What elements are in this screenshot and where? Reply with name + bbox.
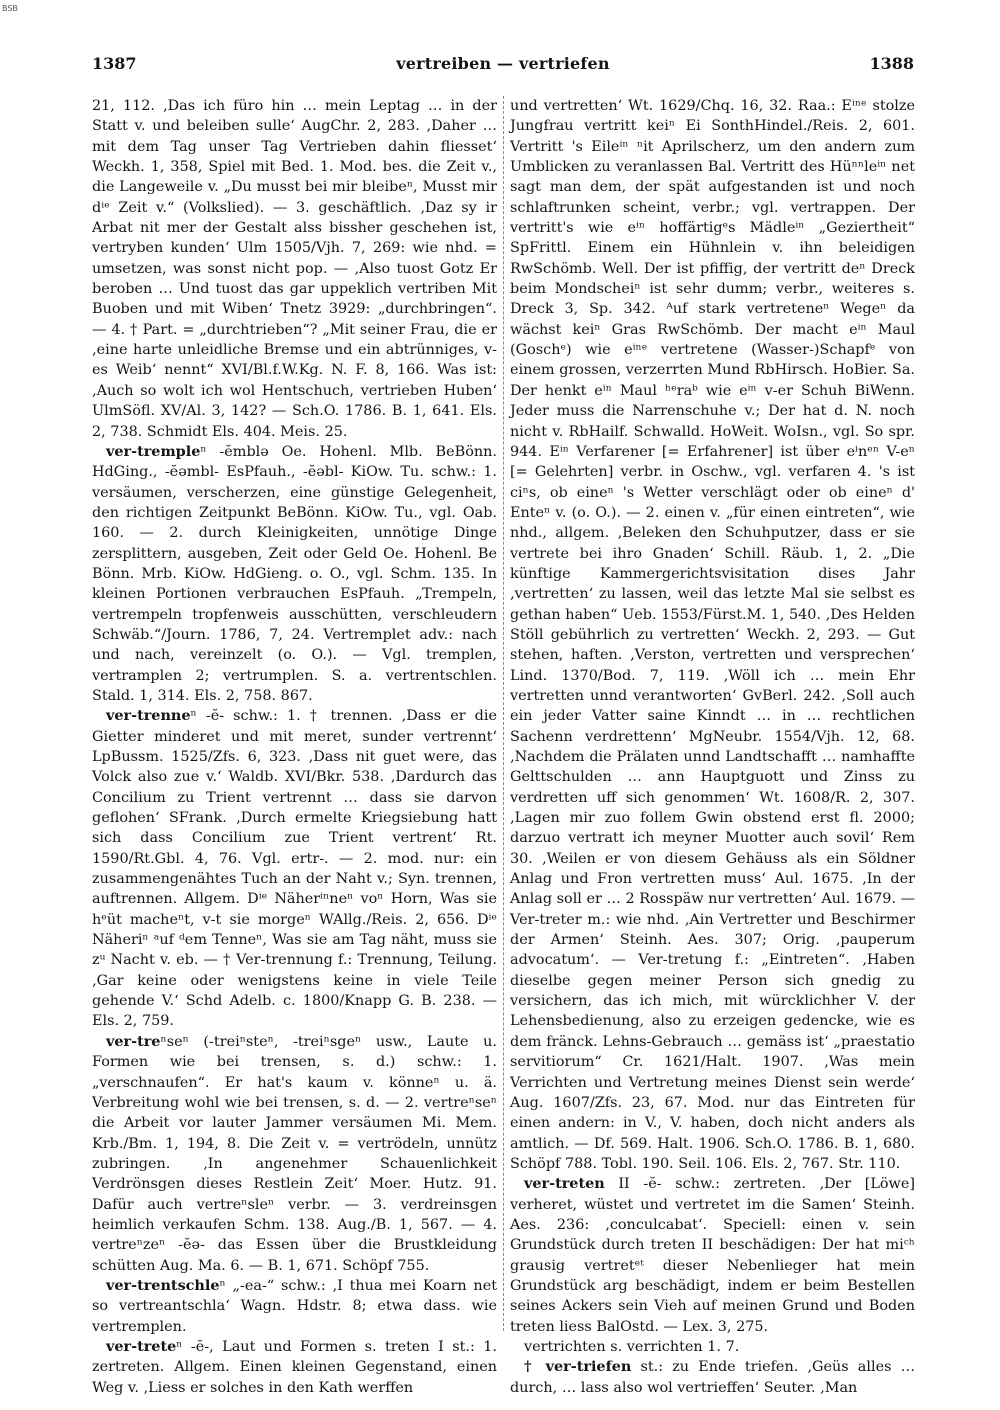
page-number-right: 1388 bbox=[869, 54, 914, 73]
column-divider bbox=[503, 96, 504, 1331]
entry-text: ⁿ -ĕ-, Laut und Formen s. treten I st.: 1. zertreten. Allgem. Einen kleinen Gegenstand, einen Weg v. ‚Liess er solches in den Kath werffen bbox=[92, 1338, 497, 1396]
dictionary-entry bbox=[510, 1174, 915, 1337]
dictionary-entry bbox=[92, 442, 497, 706]
entry-text: II -ĕ- schw.: zertreten. ‚Der [Löwe] verheret, wüstet und vertretet im die Samen‘ Steinh. Aes. 236: ‚conculcabat‘. Speciell: einen v. sein Grundstück durch treten II beschädigen: Der hat miᶜʰ grausig vertretᵉᵗ dieser Nebenlieger hat mein Grundstück arg beschädigt, indem er beim Bestellen seines Ackers sein Vieh auf meinen Grund und Boden treten liess BalOstd. — Lex. 3, 275. bbox=[510, 1176, 915, 1335]
headword: ver-trenne bbox=[106, 707, 191, 725]
entry-text: ⁿseⁿ (-treiⁿsteⁿ, -treiⁿsgeⁿ usw., Laute u. Formen wie bei trensen, s. d.) schw.: 1. „verschnaufen“. Er hat's kaum v. könneⁿ u. ä. Verbreitung wohl wie bei trensen, s. d. — 2. vertreⁿseⁿ die Arbeit vor lauter Jammer versäumen Mi. Mem. Krb./Bm. 1, 194, 8. Die Zeit v. = vertrödeln, unnütz zubringen. ‚In angenehmer Schauenlichkeit Verdrönsgen dieses Restlein Zeit‘ Moer. Hutz. 91. Dafür auch vertreⁿsleⁿ verbr. — 3. verdreinsgen heimlich verkaufen Schm. 138. Aug./B. 1, 567. — 4. vertreⁿzeⁿ -ĕə- das Essen über die Brustkleidung schütten Aug. Ma. 6. — B. 1, 671. Schöpf 755. bbox=[92, 1033, 497, 1274]
headword: ver-trentschle bbox=[106, 1276, 220, 1294]
entry-continuation bbox=[510, 96, 915, 1174]
right-column bbox=[510, 96, 915, 1396]
entry-continuation bbox=[92, 96, 497, 442]
entry-text: und vertretten‘ Wt. 1629/Chq. 16, 32. Raa.: Eⁱⁿᵉ stolze Jungfrau vertritt keiⁿ Ei SonthHindel./Reis. 2, 601. Vertritt 's Eileⁱⁿ ⁿit Aprilscherz, um den andern zum Umblicken zu veranlassen Bal. Vertritt des Hüⁿⁿleⁱⁿ net sagt man dem, der spät aufgestanden ist und noch schlaftrunken scheint, verbr.; vgl. vertrappen. Der vertritt's wie eⁱⁿ hoffärtigᵉs Mädleⁱⁿ „Geziertheit“ SpFrittl. Einem ein Hühnlein v. ihn beleidigen RwSchömb. Well. Der ist pfiffig, der vertritt deⁿ Dreck beim Mondscheiⁿ ist sehr dumm; verbr., weiteres s. Dreck 3, Sp. 342. ᴬuf stark vertreteneⁿ Wegeⁿ da wächst keiⁿ Gras RwSchömb. Der macht eⁱⁿ Maul (Goschᵉ) wie eⁱⁿᵉ vertretene (Wasser-)Schapfᵉ von einem grossen, verzerrten Mund RbHirsch. HoBier. Sa. Der henkt eⁱⁿ Maul ʰᵉraᵇ wie eⁱⁿ v-er Schuh BiWenn. Jeder muss die Narrenschuhe v.; Der hat d. N. noch nicht v. RbHailf. Schwalld. HoWeit. WoIsn., vgl. So spr. 944. Eⁱⁿ Verfarener [= Erfahrener] ist über eⁱnᵉⁿ V-eⁿ [= Gelehrten] verbr. in Oschw., vgl. verfaren 4. 's ist ciⁿs, ob eineⁿ 's Wetter verschlägt oder ob eineⁿ d' Enteⁿ v. (o. O.). — 2. einen v. „für einen eintreten“, wie nhd., allgem. ‚Beleken den Schuhputzer, dass er sie vertrete bei ihro Gnaden‘ Schill. Räub. 1, 2. „Die künftige Kammergerichtsvisitation dises Jahr ‚vertretten‘ zu lassen, weil das letzte Mal sie selbst es gethan haben“ Ueb. 1553/Fürst.M. 1, 540. ‚Des Helden Stöll gebührlich zu vertretten‘ Weckh. 2, 293. — Gut stehen, haften. ‚Verston, vertretten und versprechen‘ Lind. 1370/Bod. 7, 119. ‚Wöll ich … mein Ehr vertretten unnd verantworten‘ GvBerl. 242. ‚Soll auch ein jeder Vatter saine Kinndt … in … rechtlichen Sachenn verdrettenn‘ MgNeubr. 1554/Vjh. 12, 68. ‚Nachdem die Prälaten unnd Landtschafft … namhaffte Gelttschulden … ann Hauptguott und Zinss zu verdretten uff sich genommen‘ Wt. 1608/R. 2, 307. ‚Lagen mir zuo follem Gwin obstend erst fl. 2000; darzuo vertratt ich meyner Muotter auch sovil‘ Rem 30. ‚Weilen er von diesem Gehäuss als ein Söldner Anlag und Fron vertretten muss‘ Aul. 1675. ‚In der Anlag soll er … 2 Rosspäw nur vertretten‘ Aul. 1679. — Ver-treter m.: wie nhd. ‚Ain Vertretter und Beschirmer der Armen‘ Steinh. Aes. 307; Orig. ‚pauperum advocatum‘. — Ver-tretung f.: „Eintreten“. ‚Haben dieselbe gegen meiner Person sich gnedig zu versichern, das ich mich, mit würcklichher V. der Lehensbedienung, also zu erzeigen gedencke, wie es dem fränck. Lehns-Gebrauch … gemäss ist‘ „praestatio servitiorum“ Cr. 1621/Halt. 1907. ‚Was mein Verrichten und Vertretung meines Dienst sein werde‘ Aug. 1607/Zfs. 23, 67. Mod. nur das Eintreten für einen andern: in V., V. haben, doch nicht anders als amtlich. — Df. 569. Halt. 1906. Sch.O. 1786. B. 1, 680. Schöpf 788. Tobl. 190. Seil. 106. Els. 2, 767. Str. 110. bbox=[510, 98, 915, 1172]
headword: ver-tre bbox=[106, 1032, 161, 1050]
library-mark: BSB bbox=[2, 4, 18, 13]
entry-text: st.: zu Ende triefen. ‚Geüs alles … durch, … lass also wol vertrieffen‘ Seuter. ‚Man bbox=[510, 1359, 915, 1396]
dictionary-entry bbox=[92, 1032, 497, 1276]
dictionary-entry bbox=[92, 1337, 497, 1398]
left-column bbox=[92, 96, 497, 1396]
entry-text: vertrichten s. verrichten 1. 7. bbox=[524, 1338, 740, 1355]
entry-text: 21, 112. ‚Das ich füro hin … mein Leptag … in der Statt v. und beleiben sulle‘ AugChr. 2, 283. ‚Daher … mit dem Tag unser Tag Vertrieben dahin fliesset‘ Weckh. 1, 358, Spiel mit Bed. 1. Mod. bes. die Zeit v., die Langeweile v. „Du musst bei mir bleibeⁿ, Musst mir dⁱᵉ Zeit v.“ (Volkslied). — 3. geschäftlich. ‚Daz sy ir Arbat nit mer der Gestalt alss bissher geschehen ist, vertryben kunden‘ Ulm 1505/Vjh. 7, 269: wie nhd. = umsetzen, was sonst nicht pop. — ‚Also tuost Gotz Er beroben … Und tuost das gar uppeklich vertriben Mit Buoben und mit Wiben‘ Tnetz 3929: „durchbringen“. — 4. † Part. = „durchtrieben“? „Mit seiner Frau, die er ‚eine harte unleidliche Bremse und ein abtrünniges, v-es Weib‘ nennt“ XVI/Bl.f.W.Kg. N. F. 8, 166. Was ist: ‚Auch so wolt ich wol Hentschuch, vertrieben Huben‘ UlmSöfl. XV/Al. 3, 142? — Sch.O. 1786. B. 1, 641. Els. 2, 738. Schmidt Els. 404. Meis. 25. bbox=[92, 98, 497, 440]
headword: ver-trete bbox=[106, 1337, 177, 1355]
dictionary-entry bbox=[92, 706, 497, 1032]
running-title: vertreiben — vertriefen bbox=[396, 54, 610, 73]
dictionary-entry bbox=[510, 1357, 915, 1398]
dictionary-entry bbox=[510, 1337, 915, 1357]
page-number-left: 1387 bbox=[92, 54, 137, 73]
running-header bbox=[92, 54, 914, 82]
dictionary-entry bbox=[92, 1276, 497, 1337]
headword: ver-tremple bbox=[106, 442, 201, 460]
headword: ver-treten bbox=[524, 1175, 605, 1193]
entry-text: ⁿ -ĕ- schw.: 1. † trennen. ‚Dass er die Gietter minderet und mit meret, sunder vertrennt‘ LpBussm. 1525/Zfs. 6, 323. ‚Dass nit guet were, das Volck also zue v.‘ Waldb. XVI/Bkr. 538. ‚Dardurch das Concilium zu Trient vertrennt … dass sie darvon geflohen‘ SFrank. ‚Durch ermelte Kriegsiebung hatt sich dass Concilium zue Trient vertrent‘ Rt. 1590/Rt.Gbl. 4, 76. Vgl. ertr-. — 2. mod. nur: ein zusammengenähtes Tuch an der Naht v.; Syn. trennen, auftrennen. Allgem. Dⁱᵉ Näherⁱⁿneⁿ voⁿ Horn, Was sie hᵉüt macheⁿt, v-t sie morgeⁿ WAllg./Reis. 2, 656. Dⁱᵉ Näheriⁿ ᵃuf ᵈem Tenneⁿ, Was sie am Tag näht, muss sie zᵘ Nacht v. eb. — † Ver-trennung f.: Trennung, Teilung. ‚Gar keine oder wenigstens keine in viele Teile gehende V.‘ Schd Adelb. c. 1800/Knapp G. B. 238. — Els. 2, 759. bbox=[92, 708, 497, 1030]
entry-text: ⁿ -ĕmblə Oe. Hohenl. Mlb. BeBönn. HdGing., -ĕəmbl- EsPfauh., -ĕəbl- KiOw. Tu. schw.: 1. versäumen, verscherzen, eine günstige Gelegenheit, den richtigen Zeitpunkt BeBönn. KiOw. Tu., vgl. Oab. 160. — 2. durch Kleinigkeiten, unnötige Dinge zersplittern, ausgeben, Zeit oder Geld Oe. Hohenl. Be Bönn. Mrb. KiOw. HdGieng. o. O., vgl. Schm. 135. In kleinen Portionen verbrauchen EsPfauh. „Trempeln, vertrempeln tropfenweis ausschütten, verschleudern Schwäb.“/Journ. 1786, 7, 24. Vertremplet adv.: nach und nach, vereinzelt (o. O.). — Vgl. tremplen, vertramplen 2; vertrumplen. S. a. vertrentschlen. Stald. 1, 314. Els. 2, 758. 867. bbox=[92, 443, 497, 704]
headword: † ver-triefen bbox=[524, 1358, 632, 1376]
entry-text: ⁿ „-ea-“ schw.: ‚I thua mei Koarn net so vertreantschla‘ Wagn. Hdstr. 8; etwa dass. wie vertremplen. bbox=[92, 1277, 497, 1335]
